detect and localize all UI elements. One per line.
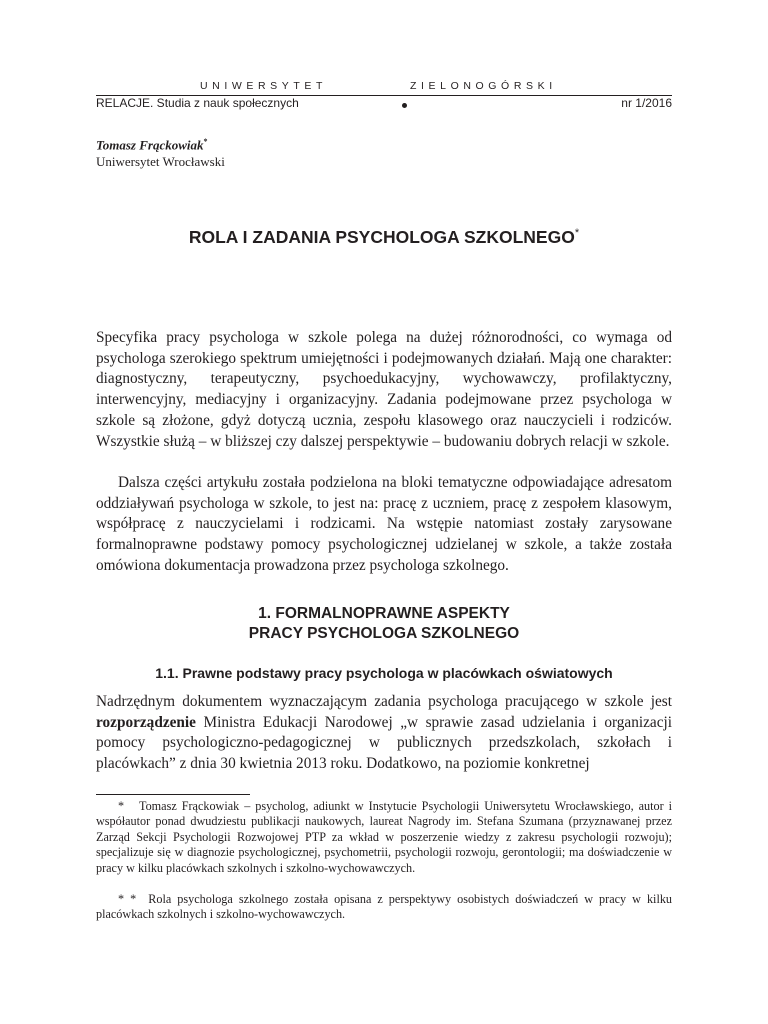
section-paragraph (96, 692, 672, 775)
article-title (96, 227, 672, 248)
university-name-part-1: UNIWERSYTET (200, 80, 328, 92)
footnote-2 (96, 892, 672, 923)
footnote-2-mark: * * (118, 892, 137, 906)
journal-name: RELACJE. Studia z nauk społecznych (96, 96, 299, 110)
issue-number: nr 1/2016 (621, 96, 672, 110)
article-title-text: ROLA I ZADANIA PSYCHOLOGA SZKOLNEGO (188, 227, 575, 247)
abstract-paragraph-2: Dalsza części artykułu została podzielona na bloki tematyczne odpowiadające adresatom oddziaływań psychologa w szkole, to jest na: pracę z uczniem, pracę z zespołem klasowym, współpracę z nauczycielami i rodzicami. Na wstępie natomiast zostały zarysowane formalnoprawne podstawy pomocy psychologicznej udzielanej w szkole, a także została omówiona dokumentacja prowadzona przez psychologa szkolnego. (96, 474, 672, 574)
footnote-rule (96, 794, 250, 795)
university-name-part-2: ZIELONOGÓRSKI (410, 80, 557, 92)
author-name-text: Tomasz Frąckowiak (96, 137, 204, 153)
subsection-heading: 1.1. Prawne podstawy pracy psychologa w placówkach oświatowych (155, 665, 613, 681)
title-footnote-mark: * (574, 227, 580, 240)
footnote-1-mark: * (118, 799, 125, 813)
footnote-1 (96, 799, 672, 876)
author-affiliation: Uniwersytet Wrocławski (96, 154, 225, 169)
abstract-paragraph-1: Specyfika pracy psychologa w szkole polega na dużej różnorodności, co wymaga od psychologa szerokiego spektrum umiejętności i podejmowanych działań. Mają one charakter: diagnostyczny, terapeutyczny, psychoedukacyjny, wychowawczy, profilaktyczny, interwencyjny, mediacyjny i organizacyjny. Zadania podejmowane przez psychologa w szkole są złożone, gdyż dotyczą ucznia, zespołu klasowego oraz nauczycieli i rodziców. Wszystkie służą – w bliższej czy dalszej perspektywie – budowaniu dobrych relacji w szkole. (96, 329, 672, 450)
section-paragraph-rest: Ministra Edukacji Narodowej „w sprawie zasad udzielania i organizacji pomocy psychologiczno-pedagogicznej w publicznych przedszkolach, szkołach i placówkach” z dnia 30 kwietnia 2013 roku. Dodatkowo, na poziomie konkretnej (96, 713, 672, 773)
section-paragraph-bold-term: rozporządzenie (96, 713, 196, 731)
section-heading-line-1: 1. FORMALNOPRAWNE ASPEKTY (258, 605, 510, 622)
section-paragraph-start: Nadrzędnym dokumentem wyznaczającym zadania psychologa pracującego w szkole jest (96, 693, 672, 710)
author-footnote-mark: * (203, 137, 208, 146)
footnote-1-text: Tomasz Frąckowiak – psycholog, adiunkt w Instytucie Psychologii Uniwersytetu Wrocławskiego, autor i współautor ponad dwudziestu publikacji naukowych, laureat Nagrody im. Stefana Szumana (przyznawanej przez Zarząd Sekcji Psychologii Rozwojowej PTP za wkład w poszerzenie wiedzy z zakresu psychologii rozwoju); specjalizuje się w diagnozie psychologicznej, psychometrii, psychologii rozwoju, gerontologii; ma doświadczenie w pracy w kilku placówkach szkolnych i szkolno-wychowawczych. (96, 799, 673, 875)
section-heading-line-2: PRACY PSYCHOLOGA SZKOLNEGO (248, 625, 520, 642)
header-bullet-icon (402, 103, 407, 108)
footnote-2-text: Rola psychologa szkolnego została opisana z perspektywy osobistych doświadczeń w pracy w kilku placówkach szkolnych i szkolno-wychowawczych. (96, 892, 673, 922)
author-name (96, 137, 208, 153)
